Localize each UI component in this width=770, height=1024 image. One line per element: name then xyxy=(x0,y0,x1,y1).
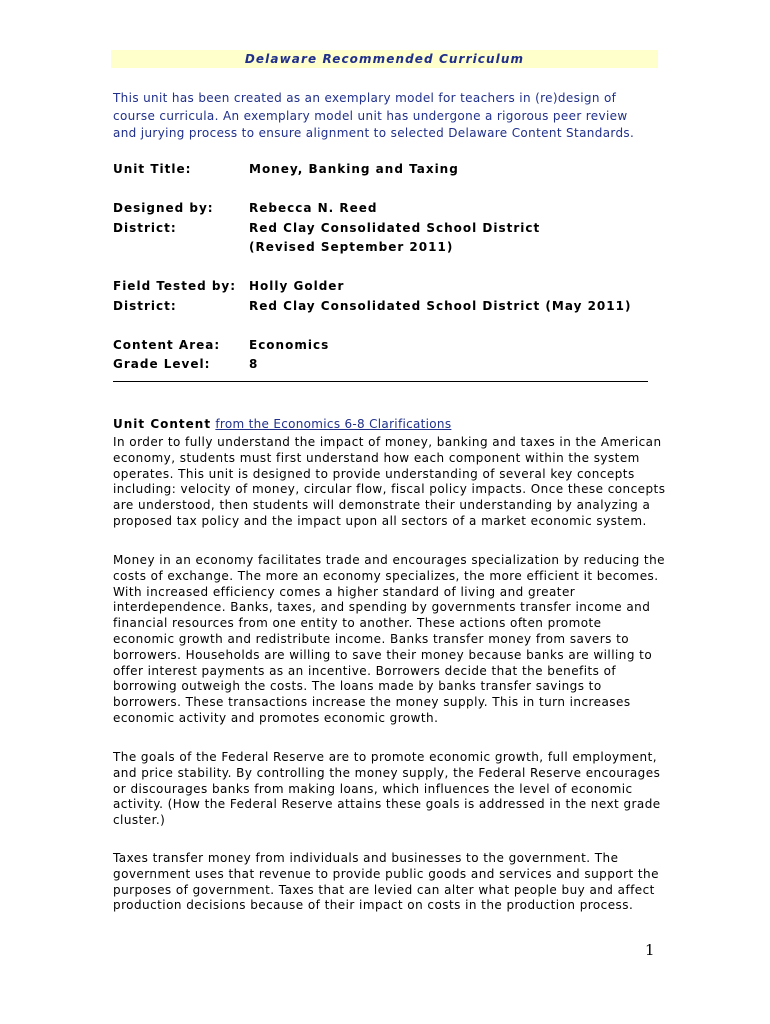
paragraph-line: are understood, then students will demonstrate their understanding by analyzing a xyxy=(113,498,651,513)
paragraph-line: With increased efficiency comes a higher standard of living and greater xyxy=(113,584,576,599)
document-header-title: Delaware Recommended Curriculum xyxy=(244,52,525,66)
designed-by-label: Designed by: xyxy=(113,201,214,215)
paragraph-line: borrowers. These transactions increase the money supply. This in turn increases xyxy=(113,695,631,710)
unit-title-label: Unit Title: xyxy=(113,162,192,176)
content-area-label: Content Area: xyxy=(113,338,221,352)
divider-line xyxy=(113,381,648,382)
paragraph-line: In order to fully understand the impact of money, banking and taxes in the American xyxy=(113,435,662,449)
intro-paragraph xyxy=(113,90,653,143)
field-tested-label: Field Tested by: xyxy=(113,279,237,293)
paragraph-line: The goals of the Federal Reserve are to promote economic growth, full employment, xyxy=(113,750,658,764)
paragraph-line: government uses that revenue to provide public goods and services and support the xyxy=(113,866,659,881)
paragraph-line: economic growth and redistribute income. Banks transfer money from savers to xyxy=(113,631,630,646)
district-value: Red Clay Consolidated School District (May 2011) xyxy=(249,299,632,313)
unit-title-value: Money, Banking and Taxing xyxy=(249,162,459,176)
paragraph-line: including: velocity of money, circular flow, fiscal policy impacts. Once these concepts xyxy=(113,482,666,497)
paragraph-line: costs of exchange. The more an economy specializes, the more efficient it becomes. xyxy=(113,568,659,583)
page-number: 1 xyxy=(645,941,655,959)
content-paragraph xyxy=(113,553,665,727)
paragraph-line: Money in an economy facilitates trade and encourages specialization by reducing the xyxy=(113,553,665,567)
paragraph-line: and price stability. By controlling the money supply, the Federal Reserve encourages xyxy=(113,765,661,780)
content-area-value: Economics xyxy=(249,338,330,352)
revision-note: (Revised September 2011) xyxy=(249,240,454,254)
paragraph-line: Taxes transfer money from individuals and businesses to the government. The xyxy=(113,851,619,865)
paragraph-line: interdependence. Banks, taxes, and spending by governments transfer income and xyxy=(113,600,651,615)
district-value: Red Clay Consolidated School District xyxy=(249,221,541,235)
grade-level-value: 8 xyxy=(249,357,259,371)
paragraph-line: operates. This unit is designed to provide understanding of several key concepts xyxy=(113,466,635,481)
paragraph-line: financial resources from one entity to another. These actions often promote xyxy=(113,616,602,631)
intro-line: and jurying process to ensure alignment to selected Delaware Content Standards. xyxy=(113,126,635,140)
field-tested-value: Holly Golder xyxy=(249,279,345,293)
district-label: District: xyxy=(113,299,177,313)
unit-content-heading xyxy=(113,415,451,433)
content-paragraph xyxy=(113,750,661,829)
paragraph-line: purposes of government. Taxes that are levied can alter what people buy and affect xyxy=(113,882,655,897)
paragraph-line: offer interest payments as an incentive. Borrowers decide that the benefits of xyxy=(113,663,617,678)
paragraph-line: borrowing outweigh the costs. The loans made by banks transfer savings to xyxy=(113,679,602,694)
intro-line: course curricula. An exemplary model unit has undergone a rigorous peer review xyxy=(113,108,628,123)
paragraph-line: economic activity and promotes economic growth. xyxy=(113,710,439,725)
paragraph-line: proposed tax policy and the impact upon all sectors of a market economic system. xyxy=(113,513,647,528)
paragraph-line: cluster.) xyxy=(113,813,166,828)
content-paragraph xyxy=(113,435,666,530)
paragraph-line: or discourages banks from making loans, which influences the level of economic xyxy=(113,781,633,796)
intro-line: This unit has been created as an exemplary model for teachers in (re)design of xyxy=(113,91,617,105)
content-paragraph xyxy=(113,851,658,914)
paragraph-line: production decisions because of their impact on costs in the production process. xyxy=(113,898,634,913)
paragraph-line: borrowers. Households are willing to save their money because banks are willing to xyxy=(113,647,653,662)
grade-level-label: Grade Level: xyxy=(113,357,211,371)
designed-by-value: Rebecca N. Reed xyxy=(249,201,378,215)
unit-content-title: Unit Content xyxy=(113,417,212,431)
paragraph-line: activity. (How the Federal Reserve attains these goals is addressed in the next grade xyxy=(113,797,661,812)
paragraph-line: economy, students must first understand how each component within the system xyxy=(113,450,640,465)
district-label: District: xyxy=(113,221,177,235)
clarifications-link[interactable]: from the Economics 6-8 Clarifications xyxy=(215,417,452,431)
